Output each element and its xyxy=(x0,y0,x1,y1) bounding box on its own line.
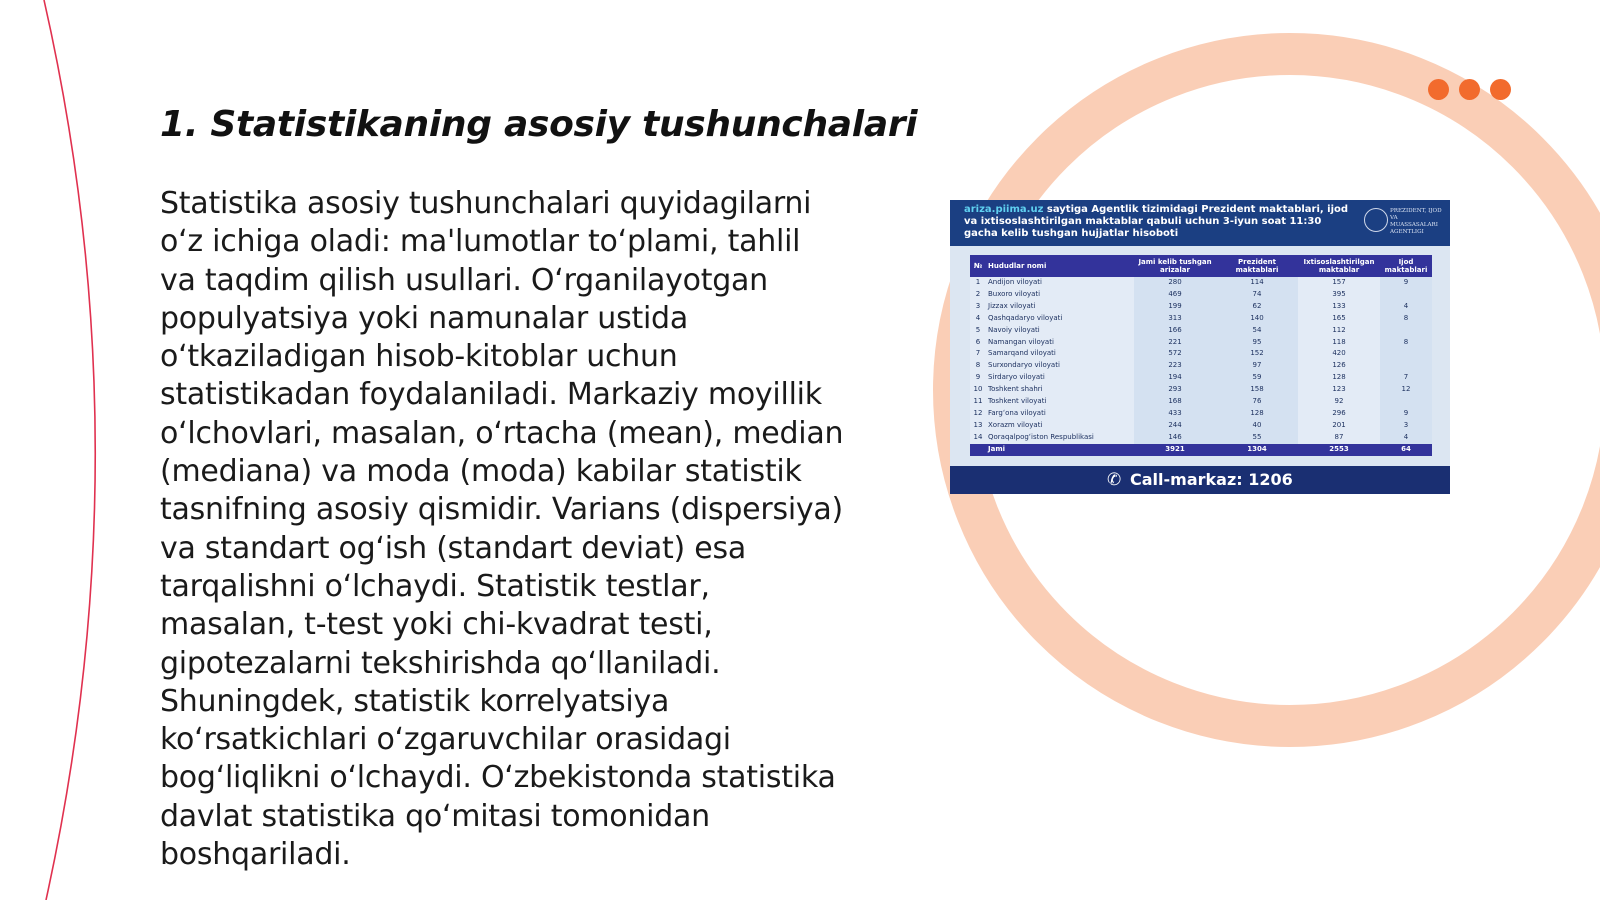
table-cell: Toshkent viloyati xyxy=(986,396,1134,408)
table-cell: 74 xyxy=(1216,289,1298,301)
table-cell: 128 xyxy=(1298,372,1380,384)
header-cell: Jami kelib tushgan arizalar xyxy=(1134,255,1216,277)
header-cell: Prezident maktablari xyxy=(1216,255,1298,277)
table-cell: 194 xyxy=(1134,372,1216,384)
table-cell: 293 xyxy=(1134,384,1216,396)
total-cell: 1304 xyxy=(1216,444,1298,456)
table-cell: 244 xyxy=(1134,420,1216,432)
table-row xyxy=(970,277,1432,289)
table-row xyxy=(970,396,1432,408)
header-cell: № xyxy=(970,255,986,277)
table-cell: 118 xyxy=(1298,337,1380,349)
header-cell: Ixtisoslashtirilgan maktablar xyxy=(1298,255,1380,277)
table-header-row xyxy=(970,255,1432,277)
table-cell: 40 xyxy=(1216,420,1298,432)
table-cell: 433 xyxy=(1134,408,1216,420)
infographic-site: arizа.piima.uz xyxy=(964,204,1044,215)
table-cell: 157 xyxy=(1298,277,1380,289)
call-center-label: Call-markaz: 1206 xyxy=(1130,470,1293,489)
table-row xyxy=(970,432,1432,444)
table-body xyxy=(970,277,1432,456)
table-cell: 12 xyxy=(970,408,986,420)
agency-name: PREZIDENT, IJOD VA MUASSASALARI AGENTLIGI xyxy=(1390,208,1442,235)
table-cell: 221 xyxy=(1134,337,1216,349)
infographic-title xyxy=(964,204,1349,240)
table-cell: 2 xyxy=(970,289,986,301)
table-cell: 12 xyxy=(1380,384,1432,396)
table-row xyxy=(970,360,1432,372)
table-cell: 146 xyxy=(1134,432,1216,444)
table-cell: 8 xyxy=(1380,313,1432,325)
table-cell: 572 xyxy=(1134,348,1216,360)
table-row xyxy=(970,372,1432,384)
table-cell: 54 xyxy=(1216,325,1298,337)
table-cell: 6 xyxy=(970,337,986,349)
table-cell: 14 xyxy=(970,432,986,444)
table-cell: 158 xyxy=(1216,384,1298,396)
table-cell xyxy=(1380,396,1432,408)
table-cell: 165 xyxy=(1298,313,1380,325)
table-cell: 10 xyxy=(970,384,986,396)
table-cell: Andijon viloyati xyxy=(986,277,1134,289)
table-cell: 201 xyxy=(1298,420,1380,432)
slide-title: 1. Statistikaning asosiy tushunchalari xyxy=(160,104,918,145)
decor-dot-3 xyxy=(1490,79,1511,100)
table-cell: 95 xyxy=(1216,337,1298,349)
table-total-row xyxy=(970,444,1432,456)
table-cell: Xorazm viloyati xyxy=(986,420,1134,432)
table-row xyxy=(970,420,1432,432)
table-row xyxy=(970,337,1432,349)
infographic-header xyxy=(950,200,1450,246)
decor-dot-2 xyxy=(1459,79,1480,100)
table-cell: 7 xyxy=(970,348,986,360)
table-cell: 76 xyxy=(1216,396,1298,408)
table-cell xyxy=(1380,325,1432,337)
table-cell: 223 xyxy=(1134,360,1216,372)
table-cell: 11 xyxy=(970,396,986,408)
infographic-footer xyxy=(950,466,1450,494)
decorative-line xyxy=(44,0,95,900)
table-cell: 296 xyxy=(1298,408,1380,420)
total-cell: Jami xyxy=(986,444,1134,456)
table-cell: 168 xyxy=(1134,396,1216,408)
table-row xyxy=(970,384,1432,396)
table-cell: 9 xyxy=(1380,277,1432,289)
table-cell: 133 xyxy=(1298,301,1380,313)
table-cell: 112 xyxy=(1298,325,1380,337)
table-cell: 92 xyxy=(1298,396,1380,408)
table-cell: 123 xyxy=(1298,384,1380,396)
table-cell: 5 xyxy=(970,325,986,337)
table-cell: Qashqadaryo viloyati xyxy=(986,313,1134,325)
table-cell: 469 xyxy=(1134,289,1216,301)
header-cell: Hududlar nomi xyxy=(986,255,1134,277)
table-cell: Surxondaryo viloyati xyxy=(986,360,1134,372)
table-cell: Fargʻona viloyati xyxy=(986,408,1134,420)
decor-dot-1 xyxy=(1428,79,1449,100)
table-cell: Qoraqalpogʻiston Respublikasi xyxy=(986,432,1134,444)
table-cell: 1 xyxy=(970,277,986,289)
table-cell: 9 xyxy=(1380,408,1432,420)
emblem-icon xyxy=(1364,208,1388,232)
table-cell: 199 xyxy=(1134,301,1216,313)
table-cell: 4 xyxy=(970,313,986,325)
table-cell: Jizzax viloyati xyxy=(986,301,1134,313)
table-row xyxy=(970,301,1432,313)
table-cell: 114 xyxy=(1216,277,1298,289)
table-cell: 59 xyxy=(1216,372,1298,384)
table-cell: 140 xyxy=(1216,313,1298,325)
total-cell: 64 xyxy=(1380,444,1432,456)
table-cell: 8 xyxy=(970,360,986,372)
table-cell: 87 xyxy=(1298,432,1380,444)
table-cell: Sirdaryo viloyati xyxy=(986,372,1134,384)
table-cell: 4 xyxy=(1380,432,1432,444)
admissions-table xyxy=(970,255,1432,456)
table-cell: 280 xyxy=(1134,277,1216,289)
slide-body-text: Statistika asosiy tushunchalari quyidagilarni oʻz ichiga oladi: ma'lumotlar toʻplami, tahlil va taqdim qilish usullari. Oʻrganilayotgan populyatsiya yoki namunalar ustida oʻtkaziladigan hisob-kitoblar uchun statistikadan foydalaniladi. Markaziy moyillik oʻlchovlari, masalan, oʻrtacha (mean), median (mediana) va moda (moda) kabilar statistik tasnifning asosiy qismidir. Varians (dispersiya) va standart ogʻish (standart deviat) esa tarqalishni oʻlchaydi. Statistik testlar, masalan, t-test yoki chi-kvadrat testi, gipotezalarni tekshirishda qoʻllaniladi. Shuningdek, statistik korrelyatsiya koʻrsatkichlari oʻzgaruvchilar orasidagi bogʻliqlikni oʻlchaydi. Oʻzbekistonda statistika davlat statistika qoʻmitasi tomonidan boshqariladi. xyxy=(160,186,844,873)
table-cell: Samarqand viloyati xyxy=(986,348,1134,360)
table-cell: 128 xyxy=(1216,408,1298,420)
table-cell: Toshkent shahri xyxy=(986,384,1134,396)
table-cell: 166 xyxy=(1134,325,1216,337)
table-cell: 9 xyxy=(970,372,986,384)
table-cell: 420 xyxy=(1298,348,1380,360)
table-cell: 4 xyxy=(1380,301,1432,313)
total-cell xyxy=(970,444,986,456)
table-cell: 3 xyxy=(1380,420,1432,432)
table-cell: 7 xyxy=(1380,372,1432,384)
table-cell: Namangan viloyati xyxy=(986,337,1134,349)
table-row xyxy=(970,325,1432,337)
table-row xyxy=(970,348,1432,360)
total-cell: 3921 xyxy=(1134,444,1216,456)
table-cell: Buxoro viloyati xyxy=(986,289,1134,301)
table-cell: 126 xyxy=(1298,360,1380,372)
table-cell: 8 xyxy=(1380,337,1432,349)
phone-icon: ✆ xyxy=(1107,470,1122,490)
table-cell xyxy=(1380,360,1432,372)
total-cell: 2553 xyxy=(1298,444,1380,456)
table-row xyxy=(970,313,1432,325)
table-cell: 313 xyxy=(1134,313,1216,325)
table-cell xyxy=(1380,348,1432,360)
admissions-infographic xyxy=(950,200,1450,494)
table-row xyxy=(970,408,1432,420)
table-cell: 152 xyxy=(1216,348,1298,360)
table-row xyxy=(970,289,1432,301)
table-cell: 97 xyxy=(1216,360,1298,372)
header-cell: Ijod maktablari xyxy=(1380,255,1432,277)
table-cell: 55 xyxy=(1216,432,1298,444)
table-cell: 62 xyxy=(1216,301,1298,313)
table-cell: 395 xyxy=(1298,289,1380,301)
table-cell xyxy=(1380,289,1432,301)
infographic-title-text: saytiga Agentlik tizimidagi Prezident maktablari, ijod va ixtisoslashtirilgan maktablar qabuli uchun 3-iyun soat 11:30 gacha kelib tushgan hujjatlar hisoboti xyxy=(964,204,1349,239)
table-cell: Navoiy viloyati xyxy=(986,325,1134,337)
table-cell: 13 xyxy=(970,420,986,432)
table-cell: 3 xyxy=(970,301,986,313)
